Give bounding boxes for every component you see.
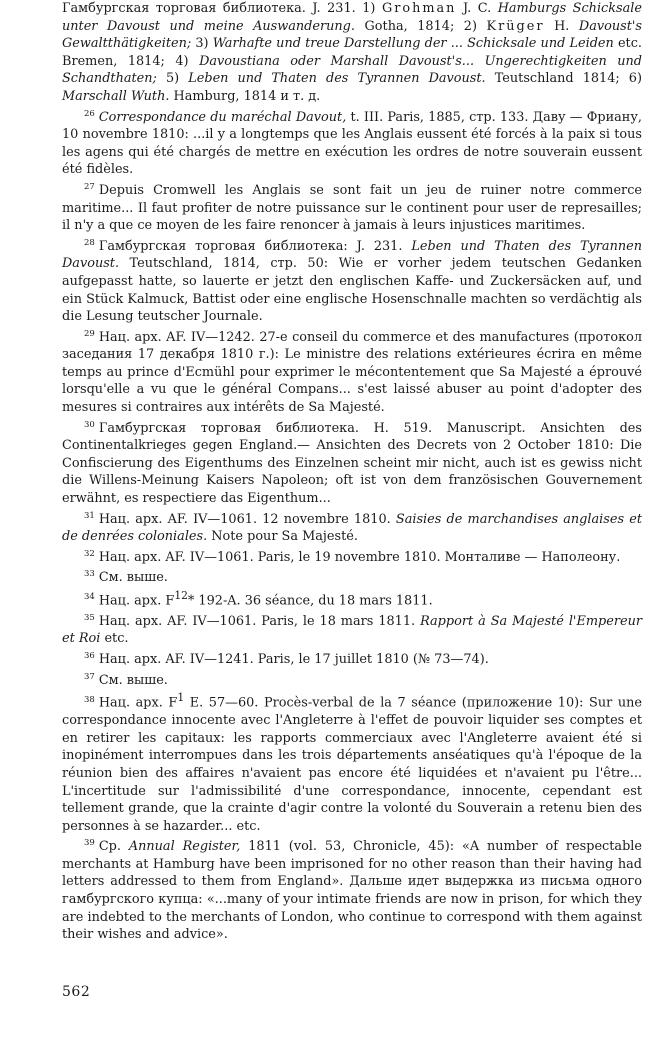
footnote-number: 39 xyxy=(84,838,95,849)
footnote-38 xyxy=(62,689,642,835)
footnote-text: Teutschland 1814; 6) xyxy=(485,71,642,87)
footnote-text: 3) xyxy=(191,36,213,52)
footnote-text: J. C. xyxy=(456,1,498,16)
footnote-text: Note pour Sa Majesté. xyxy=(207,529,358,545)
footnote-number: 36 xyxy=(84,651,95,662)
footnote-31 xyxy=(62,508,642,546)
footnote-text: etc. Bremen, 1814; 4) xyxy=(62,36,642,69)
footnote-text: Teutschland, 1814, стр. 50: Wie er vorher jedem teutschen Gedanken aufgepasst hatte, so lauerte er jetzt den englischen Kaffe- und Zuckersäcken auf, und ein Stück Kalmuck, Battist oder eine englische Hosenschnalle machten so verdächtig als die Lesung teutscher Journale. xyxy=(62,256,642,325)
italic-title: Hamburgs Schicksale unter Davoust und meine Auswanderung. xyxy=(62,1,642,34)
footnote-text: t. III. Paris, 1885, стр. 133. Даву — Фриану, 10 novembre 1810: ...il y a longtemps que les Anglais eussent été forcés à la paix si tous les agens qui été chargés de mettre en exécution les ordres de notre souverain eussent été fidèles. xyxy=(62,109,642,178)
italic-title: Leben und Thaten des Tyrannen Davoust. xyxy=(188,71,486,87)
footnote-36 xyxy=(62,648,642,669)
footnote-text: Нац. арх. AF. IV—1061. 12 novembre 1810. xyxy=(98,511,396,527)
footnote-28 xyxy=(62,235,642,326)
footnote-34 xyxy=(62,587,642,610)
footnote-number: 29 xyxy=(84,328,95,339)
footnotes xyxy=(62,0,642,944)
footnote-number: 37 xyxy=(84,671,95,682)
footnote-text: Ср. xyxy=(98,839,129,855)
footnote-number: 38 xyxy=(84,694,95,705)
footnote-32 xyxy=(62,546,642,567)
footnote-text: Гамбургская торговая библиотека: J. 231. xyxy=(98,238,412,254)
footnote-text: Нац. арх. F xyxy=(98,695,178,711)
footnote-text: Нац. арх. AF. IV—1241. Paris, le 17 juillet 1810 (№ 73—74). xyxy=(98,652,489,668)
footnote-text: 5) xyxy=(156,71,189,87)
footnote-number: 27 xyxy=(84,181,95,192)
footnote-text: Нац. арх. AF. IV—1061. Paris, le 19 novembre 1810. Монталиве — Наполеону. xyxy=(98,549,621,565)
footnote-text: Гамбургская торговая библиотека. H. 519. Manuscript. Ansichten des Continentalkrieges gegen England.— Ansichten des Decrets von 2 October 1810: Die Confiscierung des Eigenthums des Einzelnen scheint mir nicht, auch ist es gewiss nicht die Willens-Meinung Kaisers Napoleon; oft ist von dem französischen Gouvernement erwähnt, es respectiere das Eigenthum... xyxy=(62,420,642,507)
italic-title: Davoustiana oder Marshall Davoust's... Ungerechtigkeiten und Schandthaten; xyxy=(62,53,642,87)
footnote-35 xyxy=(62,610,642,648)
page-number: 562 xyxy=(62,984,91,1000)
footnote-number: 28 xyxy=(84,237,95,248)
italic-title: Leben und Thaten des Tyrannen Davoust. xyxy=(62,238,642,272)
superscript: 12 xyxy=(174,589,188,602)
italic-title: Warhafte und treue Darstellung der ... Schicksale und Leiden xyxy=(212,36,614,52)
footnote-30 xyxy=(62,417,642,508)
footnote-number: 33 xyxy=(84,569,95,580)
footnote-text: Нац. арх. F xyxy=(98,593,175,609)
italic-title: Annual Register, xyxy=(128,839,241,855)
footnote-text: Гамбургская торговая библиотека. J. 231. 1) xyxy=(62,1,382,16)
footnote-text: etc. xyxy=(100,631,129,647)
footnote-39 xyxy=(62,835,642,944)
footnote-text: См. выше. xyxy=(98,570,168,586)
footnote-text: H. xyxy=(544,18,579,34)
spaced-author-name: Grohman xyxy=(381,1,457,16)
footnote-text: Нац. арх. AF. IV—1061. Paris, le 18 mars 1811. xyxy=(98,613,421,629)
footnote-text: Gotha, 1814; 2) xyxy=(355,18,487,34)
italic-title: Marschall Wuth. xyxy=(62,88,170,104)
italic-title: Saisies de marchandises anglaises et de denrées coloniales. xyxy=(62,511,642,545)
footnote-text: Hamburg, 1814 и т. д. xyxy=(169,88,321,104)
footnote-37 xyxy=(62,669,642,690)
footnote-number: 26 xyxy=(84,108,95,119)
footnote-text: Depuis Cromwell les Anglais se sont fait un jeu de ruiner notre commerce maritime... Il faut profiter de notre puissance sur le continent pour user de represailles; il n'y a que ce moyen de les faire renoncer à jamais à leurs injustices maritimes. xyxy=(62,182,642,234)
footnote-number: 35 xyxy=(84,612,95,623)
superscript: 1 xyxy=(177,691,185,705)
footnote-33 xyxy=(62,566,642,587)
footnote-text: * 192-A. 36 séance, du 18 mars 1811. xyxy=(187,593,433,609)
footnote-number: 34 xyxy=(84,592,95,603)
footnote-number: 31 xyxy=(84,510,95,521)
footnote-27 xyxy=(62,179,642,235)
italic-title: Rapport à Sa Majesté l'Empereur et Roi xyxy=(62,613,642,647)
spaced-author-name: Krüger xyxy=(486,18,545,34)
footnote-26 xyxy=(62,106,642,179)
footnote-text: См. выше. xyxy=(98,672,168,688)
italic-title: Correspondance du maréchal Davout, xyxy=(98,109,347,125)
footnote-number: 30 xyxy=(84,419,95,430)
footnote-text: 1811 (vol. 53, Chronicle, 45): «A number of respectable merchants at Hamburg have been imprisoned for no other reason than their having had letters addressed to them from England». Дальше идет выдержка из письма одного гамбургского купца: «...many of your intimate friends are now in prison, for which they are indebted to the merchants of London, who continue to correspond with them against their wishes and advice». xyxy=(62,839,642,943)
footnote-text: Нац. арх. AF. IV—1242. 27-e conseil du commerce et des manufactures (протокол заседания 17 декабря 1810 г.): Le ministre des relations extérieures écrira en même temps au prince d'Ecmühl pour exprimer le mécontentement que Sa Majesté a éprouvé lorsqu'elle a vu que le général Compans... s'est laissé abuser au point d'adopter des mesures si contraires aux intérêts de Sa Majesté. xyxy=(62,329,642,416)
footnote-continuation xyxy=(62,0,642,106)
footnote-29 xyxy=(62,326,642,417)
footnote-text: E. 57—60. Procès-verbal de la 7 séance (приложение 10): Sur une correspondance innocente avec l'Angleterre à l'effet de pouvoir liquider ses comptes et en retirer les capitaux: les rapports commerciaux avec l'Angleterre avaient été si inopinément interrompues dans les trois départements anséatiques qu'à l'époque de la réunion bien des affaires n'avaient pas encore été liquidées et n'avaient pu l'être... L'incertitude sur l'admissibilité d'une correspondance, innocente, cependant est tellement grande, que la crainte d'agir contre la volonté du Souverain a retenu bien des personnes à se hazarder... etc. xyxy=(62,695,642,834)
italic-title: Davoust's Gewaltthätigkeiten; xyxy=(62,18,642,52)
footnote-number: 32 xyxy=(84,548,95,559)
